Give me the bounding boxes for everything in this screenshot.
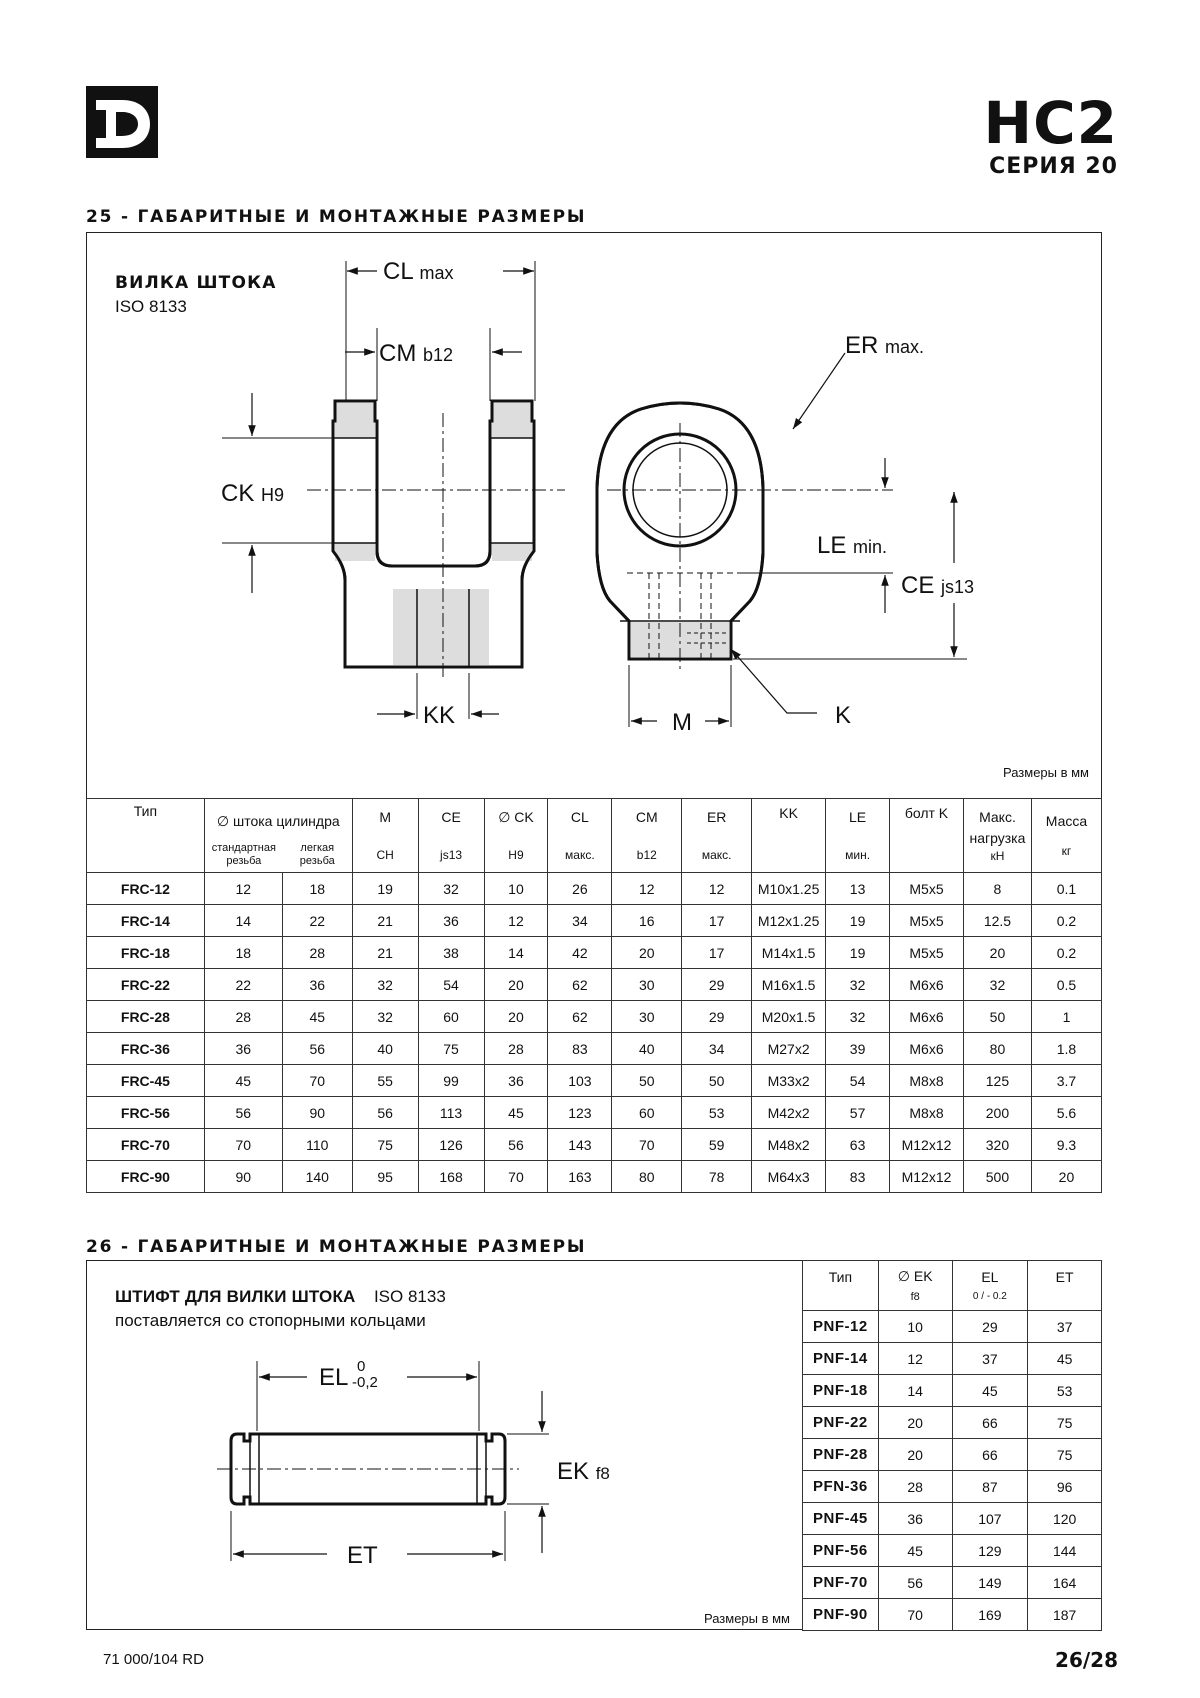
table-cell: 75 <box>352 1129 418 1161</box>
table-cell: 120 <box>1028 1503 1102 1535</box>
table-row <box>87 1065 1102 1097</box>
svg-text:CM b12 <box>379 340 453 367</box>
clevis-pin-standard: ISO 8133 <box>373 1287 446 1306</box>
table-cell: 1 <box>1031 1001 1101 1033</box>
table-row <box>803 1503 1102 1535</box>
table-cell: 36 <box>484 1065 548 1097</box>
table-row <box>803 1439 1102 1471</box>
th-ce: CE <box>441 808 461 825</box>
table-cell: 66 <box>952 1407 1028 1439</box>
table-cell: 56 <box>484 1129 548 1161</box>
row-type-cell: PNF-12 <box>803 1311 879 1343</box>
dim-label-ek-sub: f8 <box>595 1464 610 1483</box>
dim-label-le-sub: min. <box>853 537 888 557</box>
table-cell: 45 <box>952 1375 1028 1407</box>
svg-text:CL max <box>383 258 453 285</box>
table-cell: 169 <box>952 1599 1028 1631</box>
table-cell: 70 <box>204 1129 282 1161</box>
row-type-cell: PNF-14 <box>803 1343 879 1375</box>
table-cell: 14 <box>204 905 282 937</box>
table-cell: 40 <box>352 1033 418 1065</box>
table-cell: 12 <box>484 905 548 937</box>
th-rod-std: стандартная резьба <box>211 841 276 867</box>
table-row <box>803 1599 1102 1631</box>
table-row <box>803 1375 1102 1407</box>
table-cell: M5x5 <box>890 937 964 969</box>
table-cell: 55 <box>352 1065 418 1097</box>
table-cell: M8x8 <box>890 1097 964 1129</box>
table-cell: 0.5 <box>1031 969 1101 1001</box>
table-cell: 57 <box>826 1097 890 1129</box>
table-cell: 22 <box>282 905 352 937</box>
th-m-sub: CH <box>376 847 394 862</box>
table-cell: 500 <box>963 1161 1031 1193</box>
table-cell: 56 <box>282 1033 352 1065</box>
table-cell: 1.8 <box>1031 1033 1101 1065</box>
table-cell: 143 <box>548 1129 612 1161</box>
table-cell: 10 <box>484 873 548 905</box>
rod-clevis-table <box>86 798 1102 1193</box>
table-cell: 29 <box>682 969 752 1001</box>
table-cell: 32 <box>418 873 484 905</box>
table-cell: 37 <box>952 1343 1028 1375</box>
table-row <box>803 1471 1102 1503</box>
th-rod <box>204 799 352 873</box>
table-cell: 45 <box>1028 1343 1102 1375</box>
table-cell: 110 <box>282 1129 352 1161</box>
table-cell: 20 <box>963 937 1031 969</box>
rod-clevis-drawing-frame <box>86 232 1102 798</box>
row-type-cell: FRC-56 <box>87 1097 205 1129</box>
table-cell: 60 <box>418 1001 484 1033</box>
dim-label-cm-sub: b12 <box>423 345 454 365</box>
table-cell: 320 <box>963 1129 1031 1161</box>
section-25-title: 25 - ГАБАРИТНЫЕ И МОНТАЖНЫЕ РАЗМЕРЫ <box>86 207 587 227</box>
table-cell: M5x5 <box>890 873 964 905</box>
row-type-cell: FRC-90 <box>87 1161 205 1193</box>
table-cell: 36 <box>878 1503 952 1535</box>
table-cell: 50 <box>682 1065 752 1097</box>
table-cell: 9.3 <box>1031 1129 1101 1161</box>
table-cell: 70 <box>282 1065 352 1097</box>
table-cell: 60 <box>612 1097 682 1129</box>
rod-clevis-title: ВИЛКА ШТОКА <box>115 273 277 293</box>
row-type-cell: FRC-70 <box>87 1129 205 1161</box>
th-cm: CM <box>635 808 658 825</box>
table-cell: 168 <box>418 1161 484 1193</box>
table-cell: 78 <box>682 1161 752 1193</box>
table-cell: 32 <box>826 969 890 1001</box>
table-cell: 45 <box>282 1001 352 1033</box>
th-cl-sub: макс. <box>565 847 595 862</box>
company-logo <box>86 86 158 158</box>
table-row <box>87 1129 1102 1161</box>
table-row <box>87 937 1102 969</box>
section-26-title: 26 - ГАБАРИТНЫЕ И МОНТАЖНЫЕ РАЗМЕРЫ <box>86 1237 587 1257</box>
th-pin-ek-sub: f8 <box>910 1291 920 1303</box>
table-cell: 19 <box>826 937 890 969</box>
dim-label-el-sup: 0 <box>357 1358 366 1375</box>
th-bolt: болт K <box>904 805 949 821</box>
table-cell: 99 <box>418 1065 484 1097</box>
table-cell: 18 <box>282 873 352 905</box>
table-cell: 75 <box>1028 1407 1102 1439</box>
table-row <box>803 1343 1102 1375</box>
row-type-cell: FRC-28 <box>87 1001 205 1033</box>
table-cell: 12 <box>204 873 282 905</box>
row-type-cell: PNF-45 <box>803 1503 879 1535</box>
th-mass: Масса <box>1045 812 1088 829</box>
th-pin-el: EL <box>981 1269 999 1285</box>
th-ce-sub: js13 <box>440 847 463 862</box>
table-cell: M20x1.5 <box>752 1001 826 1033</box>
table-cell: M64x3 <box>752 1161 826 1193</box>
table-cell: 19 <box>352 873 418 905</box>
table-cell: 29 <box>952 1311 1028 1343</box>
table-row <box>803 1535 1102 1567</box>
table-row <box>87 1033 1102 1065</box>
table-cell: M6x6 <box>890 1033 964 1065</box>
th-m: M <box>379 808 391 825</box>
row-type-cell: FRC-18 <box>87 937 205 969</box>
table-cell: 164 <box>1028 1567 1102 1599</box>
table-cell: M6x6 <box>890 1001 964 1033</box>
table-cell: 38 <box>418 937 484 969</box>
table-cell: 28 <box>282 937 352 969</box>
table-cell: 40 <box>612 1033 682 1065</box>
table-cell: 70 <box>878 1599 952 1631</box>
table-cell: 56 <box>352 1097 418 1129</box>
row-type-cell: PNF-70 <box>803 1567 879 1599</box>
table-cell: 107 <box>952 1503 1028 1535</box>
rod-clevis-standard: ISO 8133 <box>115 297 187 316</box>
units-note-2: Размеры в мм <box>703 1611 790 1626</box>
dim-label-cl-sub: max <box>419 263 454 283</box>
table-cell: 20 <box>878 1407 952 1439</box>
dim-label-er: ER <box>845 332 879 359</box>
table-cell: 62 <box>548 969 612 1001</box>
table-cell: 54 <box>826 1065 890 1097</box>
table-cell: 70 <box>612 1129 682 1161</box>
table-cell: 12.5 <box>963 905 1031 937</box>
table-cell: 12 <box>612 873 682 905</box>
table-cell: 50 <box>963 1001 1031 1033</box>
row-type-cell: PNF-56 <box>803 1535 879 1567</box>
dim-label-ce-sub: js13 <box>941 577 975 597</box>
clevis-pin-drawing-frame <box>86 1260 802 1630</box>
th-er: ER <box>706 808 727 825</box>
table-cell: 54 <box>418 969 484 1001</box>
table-cell: 129 <box>952 1535 1028 1567</box>
th-ck-sub: H9 <box>508 847 524 862</box>
table-cell: 36 <box>282 969 352 1001</box>
row-type-cell: FRC-12 <box>87 873 205 905</box>
table-cell: 70 <box>484 1161 548 1193</box>
row-type-cell: FRC-36 <box>87 1033 205 1065</box>
table-cell: 0.1 <box>1031 873 1101 905</box>
th-ck: ∅ CK <box>498 808 534 825</box>
th-load-sub: кН <box>990 849 1005 864</box>
table-cell: 34 <box>682 1033 752 1065</box>
table-cell: 144 <box>1028 1535 1102 1567</box>
table-cell: 29 <box>682 1001 752 1033</box>
dim-label-ce: CE <box>901 572 935 599</box>
dim-label-kk: KK <box>423 702 456 729</box>
dim-label-ck: CK <box>221 480 255 507</box>
row-type-cell: FRC-45 <box>87 1065 205 1097</box>
th-load: Макс. нагрузка <box>969 809 1026 847</box>
table-cell: M42x2 <box>752 1097 826 1129</box>
table-cell: 16 <box>612 905 682 937</box>
table-cell: 45 <box>484 1097 548 1129</box>
table-cell: 32 <box>826 1001 890 1033</box>
table-cell: 53 <box>682 1097 752 1129</box>
row-type-cell: FRC-22 <box>87 969 205 1001</box>
row-type-cell: PNF-28 <box>803 1439 879 1471</box>
table-cell: 12 <box>682 873 752 905</box>
table-cell: M8x8 <box>890 1065 964 1097</box>
document-code: 71 000/104 RD <box>103 1651 204 1668</box>
series-code: HC2 <box>983 89 1118 157</box>
table-header-row <box>87 799 1102 873</box>
table-cell: M48x2 <box>752 1129 826 1161</box>
clevis-pin-title: ШТИФТ ДЛЯ ВИЛКИ ШТОКА <box>115 1287 356 1306</box>
table-cell: 90 <box>282 1097 352 1129</box>
units-note: Размеры в мм <box>1002 765 1089 780</box>
table-cell: 87 <box>952 1471 1028 1503</box>
table-cell: 13 <box>826 873 890 905</box>
table-cell: 19 <box>826 905 890 937</box>
table-cell: M5x5 <box>890 905 964 937</box>
table-cell: 36 <box>418 905 484 937</box>
table-row <box>803 1407 1102 1439</box>
table-row <box>803 1311 1102 1343</box>
table-cell: 200 <box>963 1097 1031 1129</box>
th-mass-sub: кг <box>1061 843 1072 858</box>
clevis-pin-table <box>802 1260 1102 1631</box>
table-cell: 30 <box>612 1001 682 1033</box>
table-cell: M12x12 <box>890 1129 964 1161</box>
table-cell: 37 <box>1028 1311 1102 1343</box>
table-row <box>87 1001 1102 1033</box>
table-row <box>87 905 1102 937</box>
table-cell: 53 <box>1028 1375 1102 1407</box>
table-cell: 14 <box>484 937 548 969</box>
table-cell: 20 <box>484 969 548 1001</box>
table-cell: 10 <box>878 1311 952 1343</box>
th-pin-el-sub: 0 / - 0.2 <box>972 1291 1007 1302</box>
table-cell: 83 <box>826 1161 890 1193</box>
table-cell: 17 <box>682 937 752 969</box>
table-cell: 5.6 <box>1031 1097 1101 1129</box>
th-er-sub: макс. <box>701 847 732 862</box>
svg-text:ER max. <box>845 332 924 359</box>
svg-text:EK f8 <box>557 1458 610 1485</box>
row-type-cell: PNF-90 <box>803 1599 879 1631</box>
dim-label-ck-sub: H9 <box>261 485 285 505</box>
dim-label-cm: CM <box>379 340 417 367</box>
table-cell: 96 <box>1028 1471 1102 1503</box>
row-type-cell: PNF-22 <box>803 1407 879 1439</box>
table-cell: 45 <box>204 1065 282 1097</box>
table-cell: 18 <box>204 937 282 969</box>
dim-label-le: LE <box>817 532 847 559</box>
table-cell: M12x12 <box>890 1161 964 1193</box>
table-cell: 39 <box>826 1033 890 1065</box>
table-cell: 0.2 <box>1031 905 1101 937</box>
table-cell: 140 <box>282 1161 352 1193</box>
row-type-cell: PFN-36 <box>803 1471 879 1503</box>
table-cell: 28 <box>878 1471 952 1503</box>
table-cell: 20 <box>878 1439 952 1471</box>
th-pin-et: ET <box>1028 1261 1102 1311</box>
table-cell: 8 <box>963 873 1031 905</box>
series-label: СЕРИЯ 20 <box>989 154 1118 179</box>
table-cell: 113 <box>418 1097 484 1129</box>
table-cell: 80 <box>963 1033 1031 1065</box>
table-cell: 20 <box>484 1001 548 1033</box>
table-cell: 125 <box>963 1065 1031 1097</box>
clevis-pin-note: поставляется со стопорными кольцами <box>115 1311 426 1330</box>
table-cell: 59 <box>682 1129 752 1161</box>
table-cell: 187 <box>1028 1599 1102 1631</box>
table-cell: 20 <box>612 937 682 969</box>
dim-label-er-sub: max. <box>885 337 925 357</box>
table-row <box>87 969 1102 1001</box>
th-rod-light: легкая резьба <box>299 841 335 867</box>
table-cell: 56 <box>878 1567 952 1599</box>
table-row <box>87 1097 1102 1129</box>
table-cell: 103 <box>548 1065 612 1097</box>
table-cell: 62 <box>548 1001 612 1033</box>
table-cell: M10x1.25 <box>752 873 826 905</box>
table-row <box>87 873 1102 905</box>
table-cell: 21 <box>352 905 418 937</box>
table-header-row <box>803 1261 1102 1311</box>
row-type-cell: PNF-18 <box>803 1375 879 1407</box>
dim-label-et: ET <box>347 1542 378 1569</box>
th-cm-sub: b12 <box>636 847 657 862</box>
table-cell: 20 <box>1031 1161 1101 1193</box>
row-type-cell: FRC-14 <box>87 905 205 937</box>
table-cell: 95 <box>352 1161 418 1193</box>
table-cell: 42 <box>548 937 612 969</box>
dim-label-m: M <box>672 709 692 736</box>
table-cell: M12x1.25 <box>752 905 826 937</box>
th-type: Тип <box>87 799 205 873</box>
dim-label-el: EL <box>319 1364 349 1391</box>
table-row <box>87 1161 1102 1193</box>
page-number: 26/28 <box>1055 1648 1118 1672</box>
table-cell: 45 <box>878 1535 952 1567</box>
table-cell: 126 <box>418 1129 484 1161</box>
table-cell: 163 <box>548 1161 612 1193</box>
th-le: LE <box>849 808 867 825</box>
table-cell: 66 <box>952 1439 1028 1471</box>
table-cell: 32 <box>352 1001 418 1033</box>
table-cell: 34 <box>548 905 612 937</box>
clevis-pin-drawing <box>87 1261 803 1631</box>
table-cell: 28 <box>204 1001 282 1033</box>
table-cell: 90 <box>204 1161 282 1193</box>
table-cell: 75 <box>1028 1439 1102 1471</box>
table-cell: 123 <box>548 1097 612 1129</box>
table-cell: 32 <box>963 969 1031 1001</box>
table-cell: M6x6 <box>890 969 964 1001</box>
table-cell: 83 <box>548 1033 612 1065</box>
svg-text:CE js13 <box>901 572 974 599</box>
th-rod-label: ∅ штока цилиндра <box>216 812 340 829</box>
th-kk: KK <box>779 805 798 821</box>
table-cell: 17 <box>682 905 752 937</box>
table-cell: 149 <box>952 1567 1028 1599</box>
table-cell: 63 <box>826 1129 890 1161</box>
table-cell: 32 <box>352 969 418 1001</box>
dim-label-k: K <box>835 702 852 729</box>
th-le-sub: мин. <box>845 847 871 862</box>
dim-label-cl: CL <box>383 258 413 285</box>
table-cell: 14 <box>878 1375 952 1407</box>
svg-text:CK H9 <box>221 480 284 507</box>
table-cell: 12 <box>878 1343 952 1375</box>
th-pin-ek: ∅ EK <box>897 1268 933 1284</box>
table-cell: 22 <box>204 969 282 1001</box>
table-cell: 21 <box>352 937 418 969</box>
table-cell: M16x1.5 <box>752 969 826 1001</box>
table-cell: M33x2 <box>752 1065 826 1097</box>
table-row <box>803 1567 1102 1599</box>
dim-label-el-sub: -0,2 <box>352 1374 378 1391</box>
table-cell: 28 <box>484 1033 548 1065</box>
table-cell: 26 <box>548 873 612 905</box>
table-cell: 0.2 <box>1031 937 1101 969</box>
table-cell: 56 <box>204 1097 282 1129</box>
rod-clevis-drawing <box>87 233 1103 799</box>
svg-text:LE min. <box>817 532 887 559</box>
table-cell: 3.7 <box>1031 1065 1101 1097</box>
table-cell: M27x2 <box>752 1033 826 1065</box>
th-pin-type: Тип <box>803 1261 879 1311</box>
th-cl: CL <box>570 808 589 825</box>
table-cell: 75 <box>418 1033 484 1065</box>
table-cell: 30 <box>612 969 682 1001</box>
table-cell: 36 <box>204 1033 282 1065</box>
table-cell: M14x1.5 <box>752 937 826 969</box>
table-cell: 50 <box>612 1065 682 1097</box>
dim-label-ek: EK <box>557 1458 590 1485</box>
table-cell: 80 <box>612 1161 682 1193</box>
